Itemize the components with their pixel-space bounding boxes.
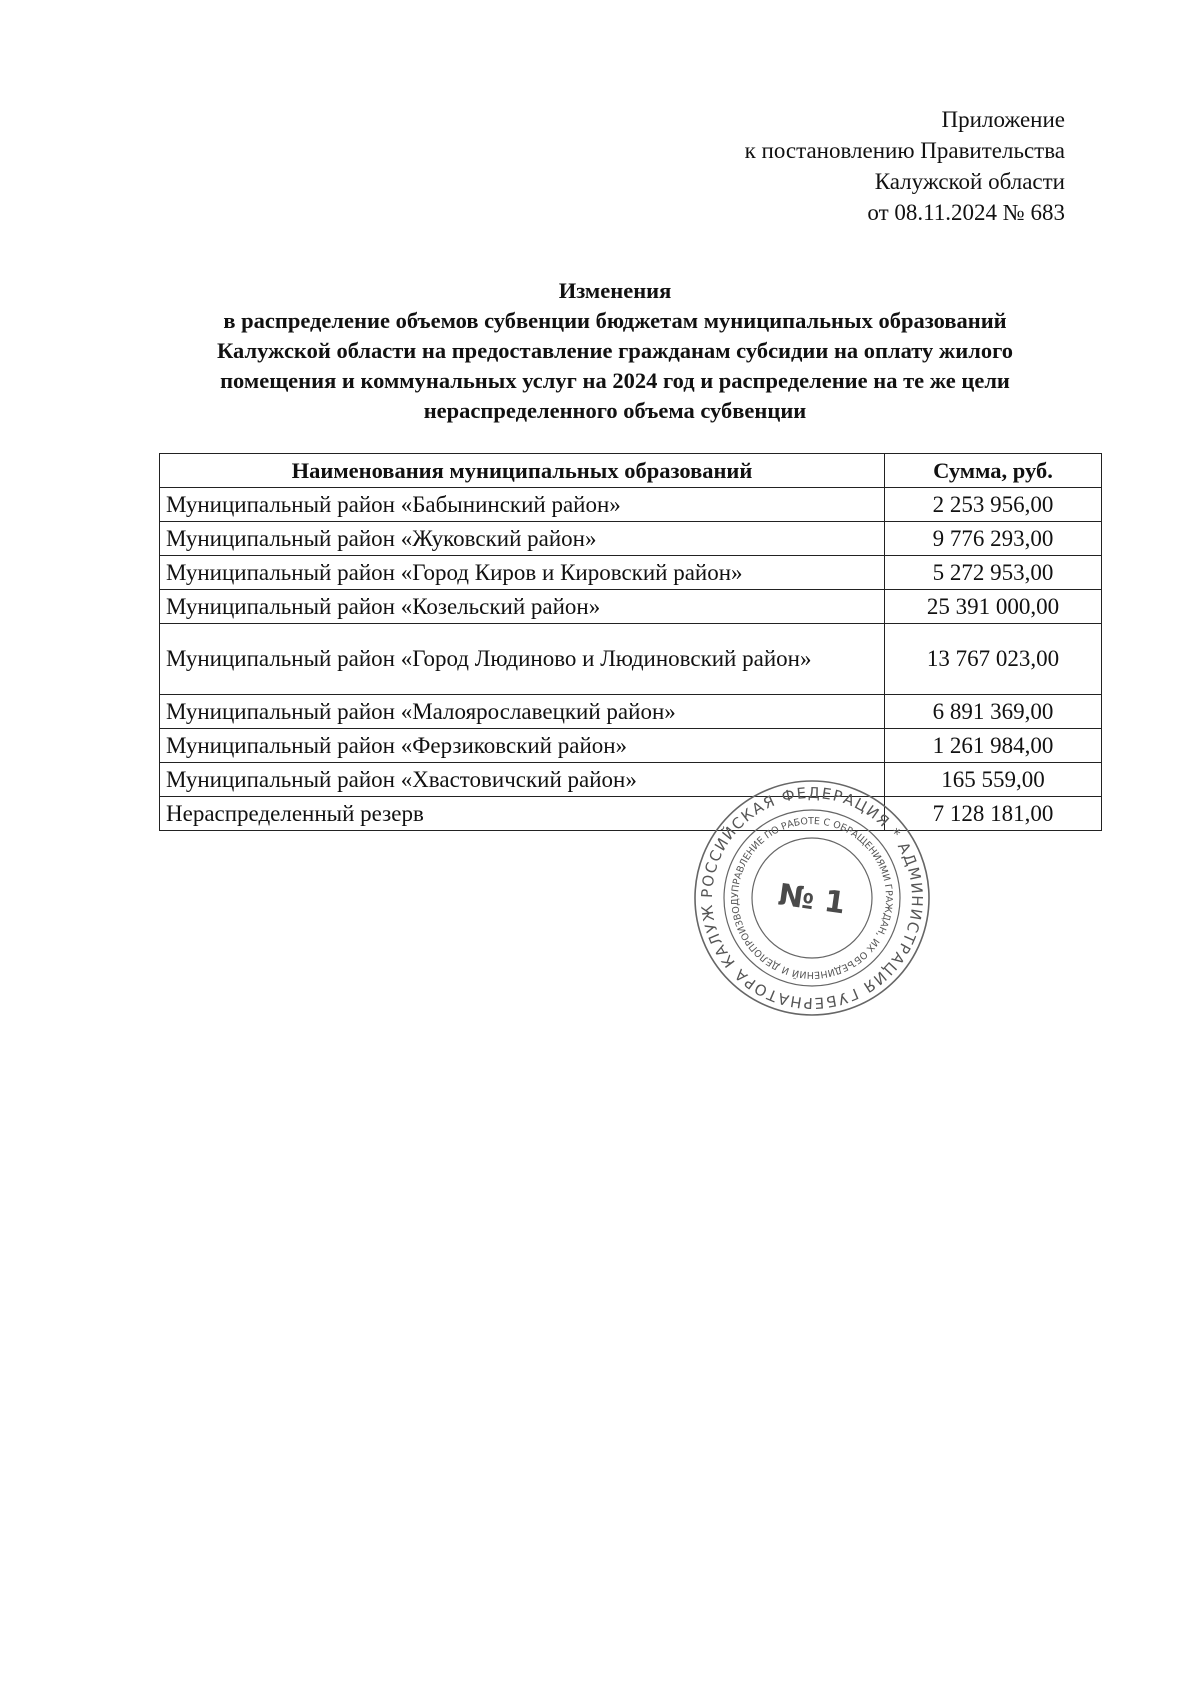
- row-name: Муниципальный район «Малоярославецкий район»: [160, 695, 885, 729]
- table-row: [160, 729, 1102, 763]
- row-name: Муниципальный район «Город Киров и Кировский район»: [160, 556, 885, 590]
- title-line-1: Изменения: [558, 278, 672, 303]
- appendix-header: [745, 104, 1065, 228]
- appendix-region: Калужской области: [874, 169, 1065, 194]
- row-name: Муниципальный район «Жуковский район»: [160, 522, 885, 556]
- row-amount: 9 776 293,00: [885, 522, 1102, 556]
- seal-graphic: [692, 778, 932, 1018]
- row-amount: 25 391 000,00: [885, 590, 1102, 624]
- title-line-3: Калужской области на предоставление гражданам субсидии на оплату жилого: [217, 338, 1013, 363]
- row-amount: 6 891 369,00: [885, 695, 1102, 729]
- appendix-label: Приложение: [941, 107, 1065, 132]
- row-name: Муниципальный район «Город Людиново и Людиновский район»: [160, 624, 885, 695]
- title-line-5: нераспределенного объема субвенции: [423, 398, 807, 423]
- row-name: Муниципальный район «Бабынинский район»: [160, 488, 885, 522]
- table-header-row: [160, 454, 1102, 488]
- row-amount: 2 253 956,00: [885, 488, 1102, 522]
- table-row: [160, 522, 1102, 556]
- seal-inner-text: УПРАВЛЕНИЕ ПО РАБОТЕ С ОБРАЩЕНИЯМИ ГРАЖДАН, ИХ ОБЪЕДИНЕНИЙ И ДЕЛОПРОИЗВОД: [729, 815, 895, 981]
- row-amount: 13 767 023,00: [885, 624, 1102, 695]
- row-amount: 5 272 953,00: [885, 556, 1102, 590]
- row-name: Муниципальный район «Ферзиковский район»: [160, 729, 885, 763]
- table-row: [160, 624, 1102, 695]
- seal-outer-text: РОССИЙСКАЯ ФЕДЕРАЦИЯ * АДМИНИСТРАЦИЯ ГУБЕРНАТОРА КАЛУЖ: [697, 783, 927, 1013]
- row-amount: 1 261 984,00: [885, 729, 1102, 763]
- table-row: [160, 488, 1102, 522]
- row-name: Нераспределенный резерв: [160, 797, 885, 831]
- document-title: [140, 276, 1090, 426]
- header-name: Наименования муниципальных образований: [160, 454, 885, 488]
- title-line-4: помещения и коммунальных услуг на 2024 год и распределение на те же цели: [220, 368, 1010, 393]
- table-row: [160, 763, 1102, 797]
- seal-number: № 1: [775, 877, 848, 922]
- official-seal: [692, 778, 932, 1018]
- row-amount: 7 128 181,00: [885, 797, 1102, 831]
- distribution-table: [159, 453, 1102, 831]
- table-row: [160, 797, 1102, 831]
- table-row: [160, 556, 1102, 590]
- table-row: [160, 695, 1102, 729]
- row-amount: 165 559,00: [885, 763, 1102, 797]
- table-row: [160, 590, 1102, 624]
- row-name: Муниципальный район «Козельский район»: [160, 590, 885, 624]
- header-amount: Сумма, руб.: [885, 454, 1102, 488]
- title-line-2: в распределение объемов субвенции бюджетам муниципальных образований: [223, 308, 1007, 333]
- row-name: Муниципальный район «Хвастовичский район»: [160, 763, 885, 797]
- appendix-date-number: от 08.11.2024 № 683: [867, 200, 1065, 225]
- appendix-resolution: к постановлению Правительства: [744, 138, 1065, 163]
